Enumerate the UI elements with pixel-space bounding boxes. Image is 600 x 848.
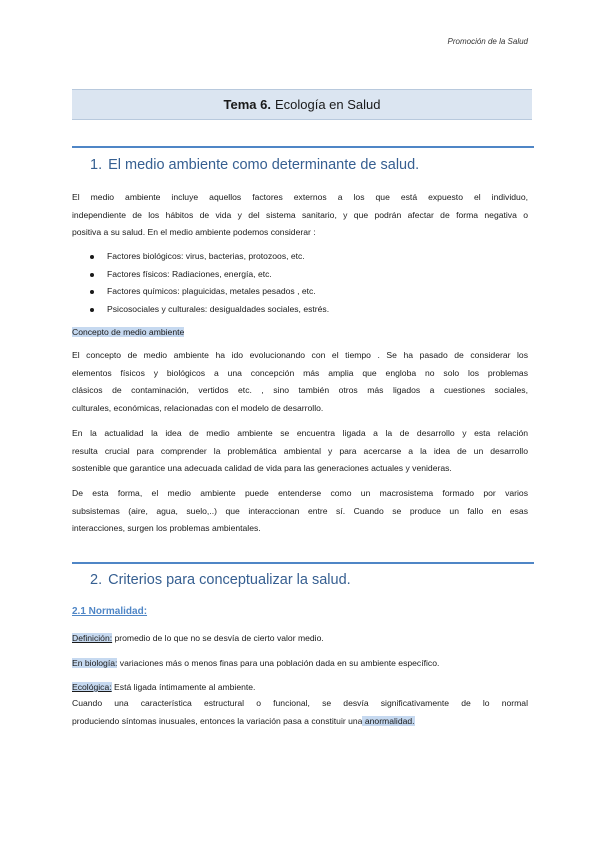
paragraph-line: resulta crucial para comprender la problemática ambiental y para acercarse a la idea de un desarrollo <box>72 445 528 456</box>
topic-number: Tema 6. <box>223 97 271 112</box>
section-1-heading <box>90 157 419 173</box>
intro-line: positiva a su salud. En el medio ambiente podemos considerar : <box>72 227 316 238</box>
paragraph-line: Cuando una característica estructural o funcional, se desvía significativamente de lo normal <box>72 698 528 708</box>
paragraph-line: sostenible que garantice una adecuada calidad de vida para las generaciones actuales y venideras. <box>72 463 452 474</box>
ecological-label: Ecológica: <box>72 682 112 692</box>
paragraph-line: De esta forma, el medio ambiente puede entenderse como un macrosistema formado por varios <box>72 488 528 498</box>
list-item <box>90 283 329 301</box>
list-item <box>90 248 329 266</box>
biology-label: En biología: <box>72 658 118 668</box>
definition-text: promedio de lo que no se desvía de cierto valor medio. <box>112 633 324 643</box>
subsection-heading: 2.1 Normalidad: <box>72 606 148 617</box>
section-1-paragraph-3 <box>72 425 528 478</box>
bullet-icon <box>90 308 94 312</box>
paragraph-line: clásicos de contaminación, vertidos etc. , sino también otros más ligados a cuestiones sociales, <box>72 385 528 396</box>
section-1-paragraph-2 <box>72 347 528 417</box>
paragraph-line: interacciones, surgen los problemas ambientales. <box>72 523 261 534</box>
factor-list <box>90 248 329 318</box>
list-item-text: Factores químicos: plaguicidas, metales pesados , etc. <box>107 286 316 297</box>
section-2-title: Criterios para conceptualizar la salud. <box>108 572 351 588</box>
section-1-intro <box>72 189 528 242</box>
closing-text: produciendo síntomas inusuales, entonces la variación pasa a constituir una <box>72 715 363 726</box>
ecological-line <box>72 680 255 694</box>
concept-label-line <box>72 325 184 339</box>
intro-line: El medio ambiente incluye aquellos factores externos a los que está expuesto el individuo, <box>72 192 528 202</box>
normality-closing-paragraph <box>72 695 528 730</box>
section-2-heading <box>90 572 351 588</box>
paragraph-line: culturales, económicas, relacionadas con el modelo de desarrollo. <box>72 402 324 413</box>
running-header: Promoción de la Salud <box>447 37 528 46</box>
section-2-number: 2. <box>90 572 103 588</box>
bullet-icon <box>90 273 94 277</box>
paragraph-line: subsistemas (aire, agua, suelo,..) que interaccionan entre sí. Cuando se produce un fallo en esas <box>72 505 528 516</box>
section-1-number: 1. <box>90 157 103 173</box>
section-2-rule <box>72 562 534 564</box>
bullet-icon <box>90 255 94 259</box>
definition-line <box>72 631 324 645</box>
topic-title: Ecología en Salud <box>274 97 381 112</box>
paragraph-line <box>72 713 528 731</box>
list-item-text: Factores biológicos: virus, bacterias, protozoos, etc. <box>107 251 305 261</box>
section-1-paragraph-4 <box>72 485 528 538</box>
topic-title-box <box>72 89 532 120</box>
paragraph-line: El concepto de medio ambiente ha ido evolucionando con el tiempo . Se ha pasado de considerar los <box>72 350 528 360</box>
biology-text: variaciones más o menos finas para una población dada en su ambiente específico. <box>117 658 440 668</box>
paragraph-line: En la actualidad la idea de medio ambiente se encuentra ligada a la de desarrollo y esta relación <box>72 428 528 438</box>
section-1-title: El medio ambiente como determinante de salud. <box>108 157 420 173</box>
list-item-text: Factores físicos: Radiaciones, energía, etc. <box>107 268 272 279</box>
section-1-rule <box>72 146 534 148</box>
paragraph-line: elementos físicos y biológicos a una concepción más amplia que engloba no solo los problemas <box>72 367 528 378</box>
list-item <box>90 266 329 284</box>
list-item-text: Psicosociales y culturales: desigualdades sociales, estrés. <box>107 303 330 314</box>
list-item <box>90 301 329 319</box>
ecological-text: Está ligada íntimamente al ambiente. <box>111 682 256 692</box>
bullet-icon <box>90 290 94 294</box>
concept-label: Concepto de medio ambiente <box>72 327 185 337</box>
biology-line <box>72 656 439 670</box>
intro-line: independiente de los hábitos de vida y del sistema sanitario, y que podrán afectar de forma negativa o <box>72 209 528 220</box>
definition-label: Definición: <box>72 633 113 643</box>
abnormality-highlight: anormalidad. <box>362 715 415 726</box>
